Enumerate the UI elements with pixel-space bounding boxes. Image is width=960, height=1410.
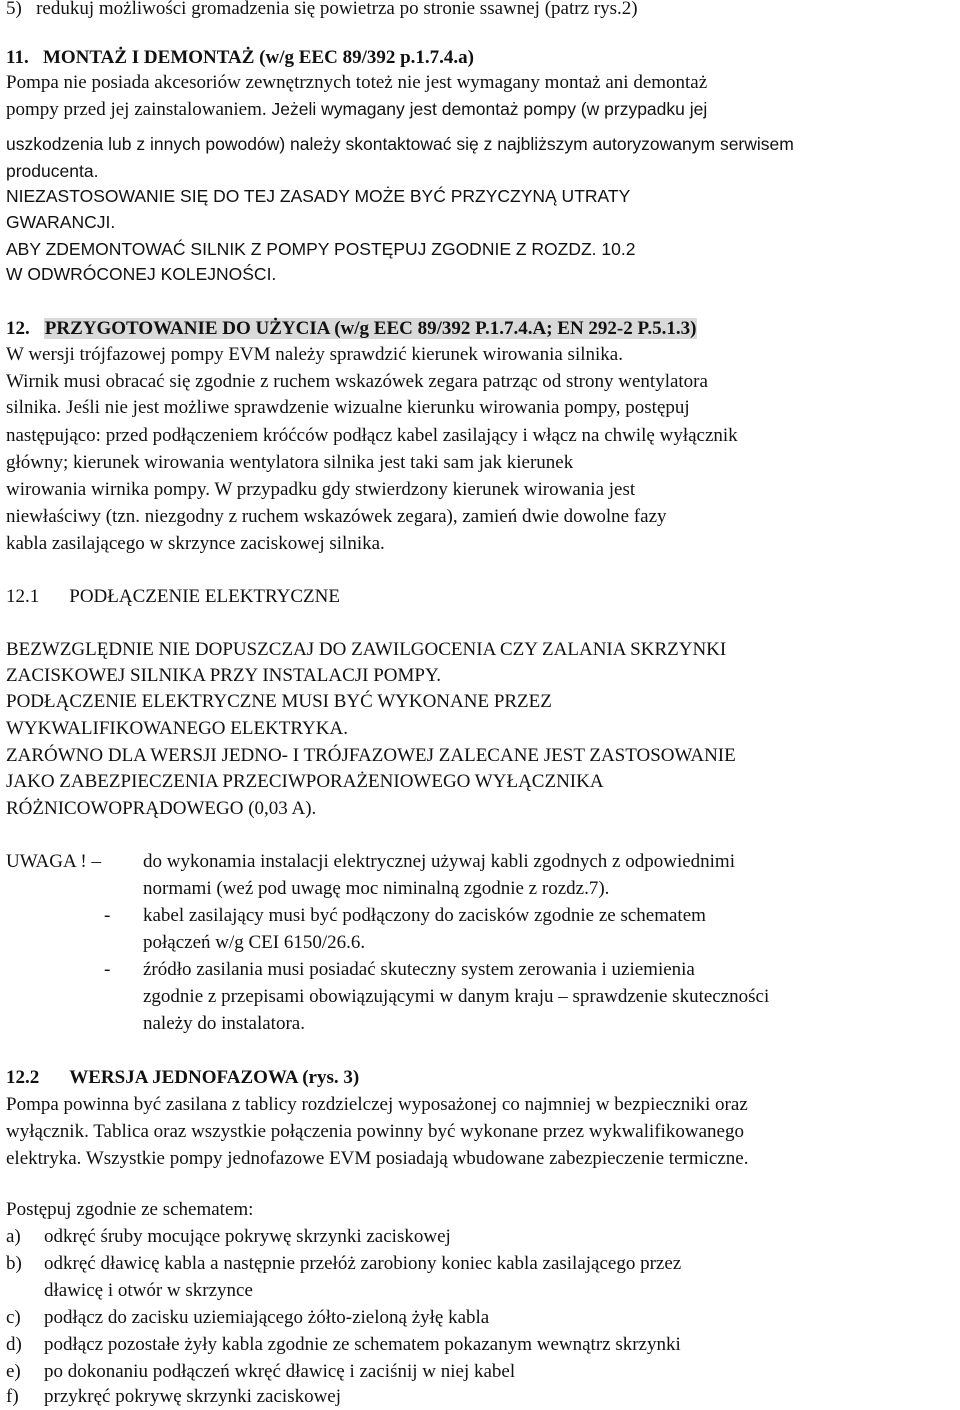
step-text: podłącz pozostałe żyły kabla zgodnie ze schematem pokazanym wewnątrz skrzynki xyxy=(44,1334,681,1355)
section-12-heading: 12. PRZYGOTOWANIE DO UŻYCIA (w/g EEC 89/392 P.1.7.4.A; EN 292-2 P.5.1.3) xyxy=(6,318,697,339)
warranty-warning: GWARANCJI. xyxy=(6,212,116,232)
dash-bullet: - xyxy=(104,959,111,980)
uwaga-note: zgodnie z przepisami obowiązującymi w danym kraju – sprawdzenie skuteczności xyxy=(143,986,770,1007)
step-letter: a) xyxy=(6,1226,21,1247)
warranty-warning: NIEZASTOSOWANIE SIĘ DO TEJ ZASADY MOŻE BYĆ PRZYCZYNĄ UTRATY xyxy=(6,186,631,206)
section-11-line: uszkodzenia lub z innych powodów) należy skontaktować się z najbliższym autoryzowanym serwisem xyxy=(6,134,794,154)
section-11-line: producenta. xyxy=(6,161,99,181)
safety-warning: ZACISKOWEJ SILNIKA PRZY INSTALACJI POMPY. xyxy=(6,665,441,686)
uwaga-note: należy do instalatora. xyxy=(143,1013,305,1034)
section-11-heading: 11. MONTAŻ I DEMONTAŻ (w/g EEC 89/392 p.1.7.4.a) xyxy=(6,47,474,68)
uwaga-note: kabel zasilający musi być podłączony do zacisków zgodnie ze schematem xyxy=(143,905,706,926)
section-12-line: główny; kierunek wirowania wentylatora silnika jest taki sam jak kierunek xyxy=(6,452,574,473)
step-letter: e) xyxy=(6,1361,21,1382)
step-letter: b) xyxy=(6,1253,22,1274)
section-12-line: niewłaściwy (tzn. niezgodny z ruchem wskazówek zegara), zamień dwie dowolne fazy xyxy=(6,506,667,527)
section-11-line: pompy przed jej zainstalowaniem. Jeżeli wymagany jest demontaż pompy (w przypadku jej xyxy=(6,99,708,120)
safety-warning: BEZWZGLĘDNIE NIE DOPUSZCZAJ DO ZAWILGOCENIA CZY ZALANIA SKRZYNKI xyxy=(6,639,727,660)
uwaga-note: źródło zasilania musi posiadać skuteczny system zerowania i uziemienia xyxy=(143,959,695,980)
step-letter: c) xyxy=(6,1307,21,1328)
step-letter: d) xyxy=(6,1334,22,1355)
section-12-line: Wirnik musi obracać się zgodnie z ruchem wskazówek zegara patrząc od strony wentylatora xyxy=(6,371,708,392)
uwaga-label: UWAGA ! – xyxy=(6,851,101,872)
uwaga-note: połączeń w/g CEI 6150/26.6. xyxy=(143,932,366,953)
safety-warning: RÓŻNICOWOPRĄDOWEGO (0,03 A). xyxy=(6,798,317,819)
section-12-line: silnika. Jeśli nie jest możliwe sprawdzenie wizualne kierunku wirowania pompy, postępuj xyxy=(6,397,690,418)
uwaga-note: normami (weź pod uwagę moc niminalną zgodnie z rozdz.7). xyxy=(143,878,610,899)
safety-warning: PODŁĄCZENIE ELEKTRYCZNE MUSI BYĆ WYKONANE PRZEZ xyxy=(6,691,552,712)
section-12-line: następująco: przed podłączeniem króćców podłącz kabel zasilający i włącz na chwilę wyłącznik xyxy=(6,425,738,446)
section-12-line: wirowania wirnika pompy. W przypadku gdy stwierdzony kierunek wirowania jest xyxy=(6,479,636,500)
steps-intro: Postępuj zgodnie ze schematem: xyxy=(6,1199,254,1220)
dismantle-instruction: W ODWRÓCONEJ KOLEJNOŚCI. xyxy=(6,264,277,284)
previous-list-item: 5) redukuj możliwości gromadzenia się powietrza po stronie ssawnej (patrz rys.2) xyxy=(6,0,638,19)
step-letter: f) xyxy=(6,1386,19,1407)
step-text: po dokonaniu podłączeń wkręć dławicę i zaciśnij w niej kabel xyxy=(44,1361,516,1382)
section-12-line: W wersji trójfazowej pompy EVM należy sprawdzić kierunek wirowania silnika. xyxy=(6,344,623,365)
uwaga-note: do wykonamia instalacji elektrycznej używaj kabli zgodnych z odpowiednimi xyxy=(143,851,735,872)
step-text: odkręć śruby mocujące pokrywę skrzynki zaciskowej xyxy=(44,1226,451,1247)
section-12-line: kabla zasilającego w skrzynce zaciskowej silnika. xyxy=(6,533,385,554)
safety-warning: WYKWALIFIKOWANEGO ELEKTRYKA. xyxy=(6,718,348,739)
step-text: dławicę i otwór w skrzynce xyxy=(44,1280,253,1301)
section-12-1-heading: 12.1 PODŁĄCZENIE ELEKTRYCZNE xyxy=(6,586,340,607)
step-text: przykręć pokrywę skrzynki zaciskowej xyxy=(44,1386,342,1407)
section-12-2-heading: 12.2 WERSJA JEDNOFAZOWA (rys. 3) xyxy=(6,1067,360,1088)
safety-warning: ZARÓWNO DLA WERSJI JEDNO- I TRÓJFAZOWEJ ZALECANE JEST ZASTOSOWANIE xyxy=(6,745,736,766)
section-12-2-line: elektryka. Wszystkie pompy jednofazowe EVM posiadają wbudowane zabezpieczenie termiczne. xyxy=(6,1148,749,1169)
section-12-2-line: Pompa powinna być zasilana z tablicy rozdzielczej wyposażonej co najmniej w bezpieczniki oraz xyxy=(6,1094,748,1115)
section-11-line: Pompa nie posiada akcesoriów zewnętrznych toteż nie jest wymagany montaż ani demontaż xyxy=(6,72,708,93)
section-12-2-line: wyłącznik. Tablica oraz wszystkie połączenia powinny być wykonane przez wykwalifikowanego xyxy=(6,1121,744,1142)
dismantle-instruction: ABY ZDEMONTOWAĆ SILNIK Z POMPY POSTĘPUJ ZGODNIE Z ROZDZ. 10.2 xyxy=(6,239,636,259)
step-text: podłącz do zacisku uziemiającego żółto-zieloną żyłę kabla xyxy=(44,1307,490,1328)
safety-warning: JAKO ZABEZPIECZENIA PRZECIWPORAŻENIOWEGO WYŁĄCZNIKA xyxy=(6,771,604,792)
step-text: odkręć dławicę kabla a następnie przełóż zarobiony koniec kabla zasilającego przez xyxy=(44,1253,682,1274)
dash-bullet: - xyxy=(104,905,111,926)
